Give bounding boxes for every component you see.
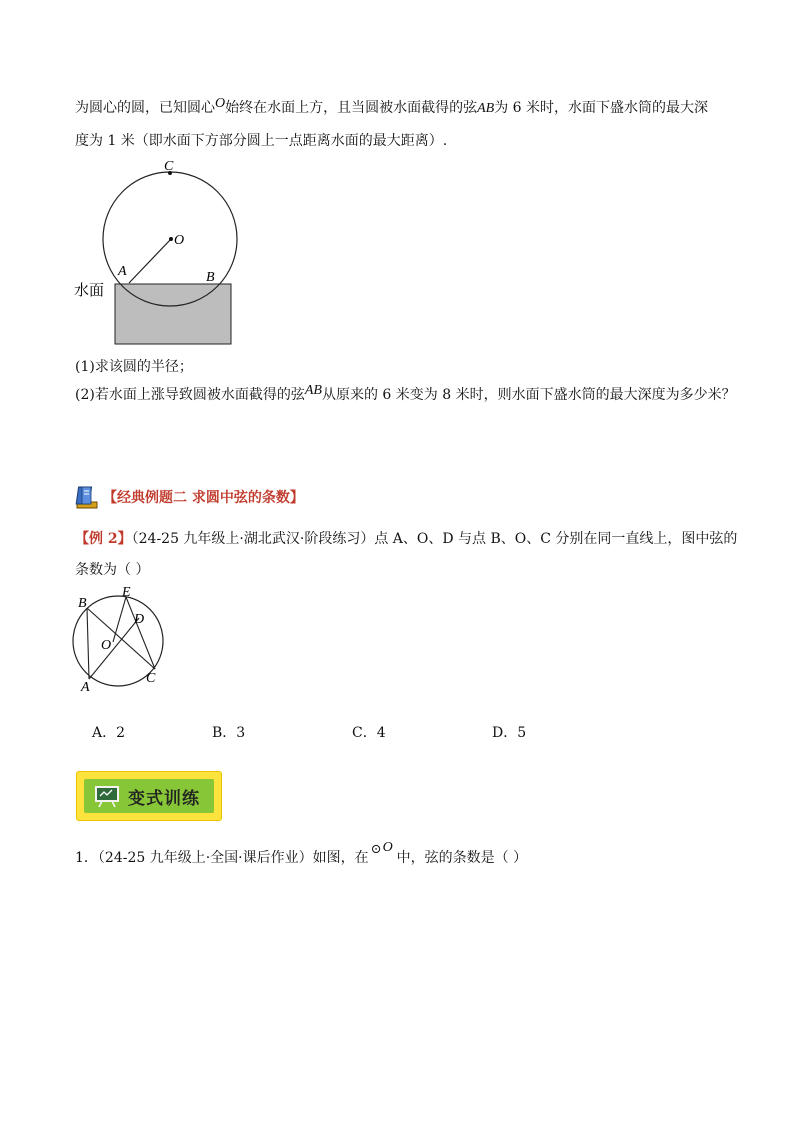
practice-banner-label: 变式训练 — [128, 788, 200, 809]
chord-symbol: AB — [477, 101, 495, 116]
segment-BC — [87, 608, 155, 669]
chords-figure — [68, 583, 178, 698]
segment-OE — [113, 597, 126, 642]
problem-text-line-2: 度为 1 米（即水面下方部分圆上一点距离水面的最大距离）. — [75, 133, 448, 149]
choice-d[interactable] — [492, 722, 526, 742]
choice-a[interactable] — [92, 722, 125, 742]
chord-symbol: AB — [304, 383, 322, 398]
choice-b[interactable] — [212, 722, 245, 742]
question-1: (1)求该圆的半径； — [75, 359, 193, 375]
text-segment: 始终在水面上方，且当圆被水面截得的弦 — [225, 100, 478, 116]
choice-value: 4 — [376, 725, 386, 741]
odot-glyph: ⊙ — [370, 842, 382, 857]
label-C: C — [146, 671, 156, 686]
choice-letter: B． — [212, 725, 237, 741]
text-segment: 为圆心的圆，已知圆心 — [75, 100, 215, 116]
label-O: O — [101, 638, 112, 653]
label-B: B — [78, 596, 87, 611]
text-segment: （24-25 九年级上·湖北武汉·阶段练习）点 A、O、D 与点 B、O、C 分别在同一直线上，图中弦的 — [131, 531, 738, 547]
choice-value: 3 — [236, 725, 246, 741]
choice-c[interactable] — [352, 722, 386, 742]
chord-BA — [87, 608, 89, 679]
practice-banner-inner — [84, 779, 214, 813]
choice-letter: A． — [92, 725, 117, 741]
section-title-text: 【经典例题二 求圆中弦的条数】 — [103, 490, 304, 506]
point-O — [169, 237, 173, 241]
label-D: D — [134, 612, 145, 627]
choice-letter: D． — [492, 725, 518, 741]
problem-text-line-1 — [75, 98, 708, 119]
book-icon — [75, 484, 99, 510]
circle-letter: O — [382, 840, 393, 855]
label-O: O — [174, 233, 185, 248]
example-tag: 【例 2】 — [75, 531, 132, 547]
label-A: A — [118, 264, 127, 279]
text-segment: 从原来的 6 米变为 8 米时，则水面下盛水筒的最大深度为多少米？ — [321, 387, 736, 403]
example-2-line-2: 条数为（ ） — [75, 562, 150, 578]
water-label: 水面 — [74, 281, 105, 299]
section-title — [75, 482, 304, 512]
choice-value: 2 — [116, 725, 126, 741]
exercise-number: 1． — [75, 850, 98, 866]
label-B: B — [206, 270, 215, 285]
choice-value: 5 — [517, 725, 527, 741]
text-segment: 中，弦的条数是（ ） — [396, 850, 528, 866]
question-2 — [75, 385, 736, 406]
waterwheel-figure — [60, 155, 260, 355]
text-segment: （24-25 九年级上·全国·课后作业）如图，在 — [97, 850, 369, 866]
circle-o-symbol — [369, 840, 397, 868]
center-symbol: O — [215, 96, 226, 111]
text-segment: 为 6 米时，水面下盛水筒的最大深 — [494, 100, 709, 116]
water-rectangle — [115, 284, 231, 344]
example-2-line-1 — [75, 529, 737, 549]
choice-letter: C． — [352, 725, 377, 741]
label-C: C — [164, 159, 174, 174]
label-A: A — [81, 680, 90, 695]
answer-choices — [0, 722, 800, 742]
practice-banner — [76, 771, 222, 821]
text-segment: (2)若水面上涨导致圆被水面截得的弦 — [75, 387, 305, 403]
radius-line — [129, 239, 171, 283]
chord-EC — [126, 597, 155, 669]
blackboard-icon — [94, 784, 120, 808]
label-E: E — [122, 585, 131, 600]
exercise-1 — [75, 840, 528, 868]
